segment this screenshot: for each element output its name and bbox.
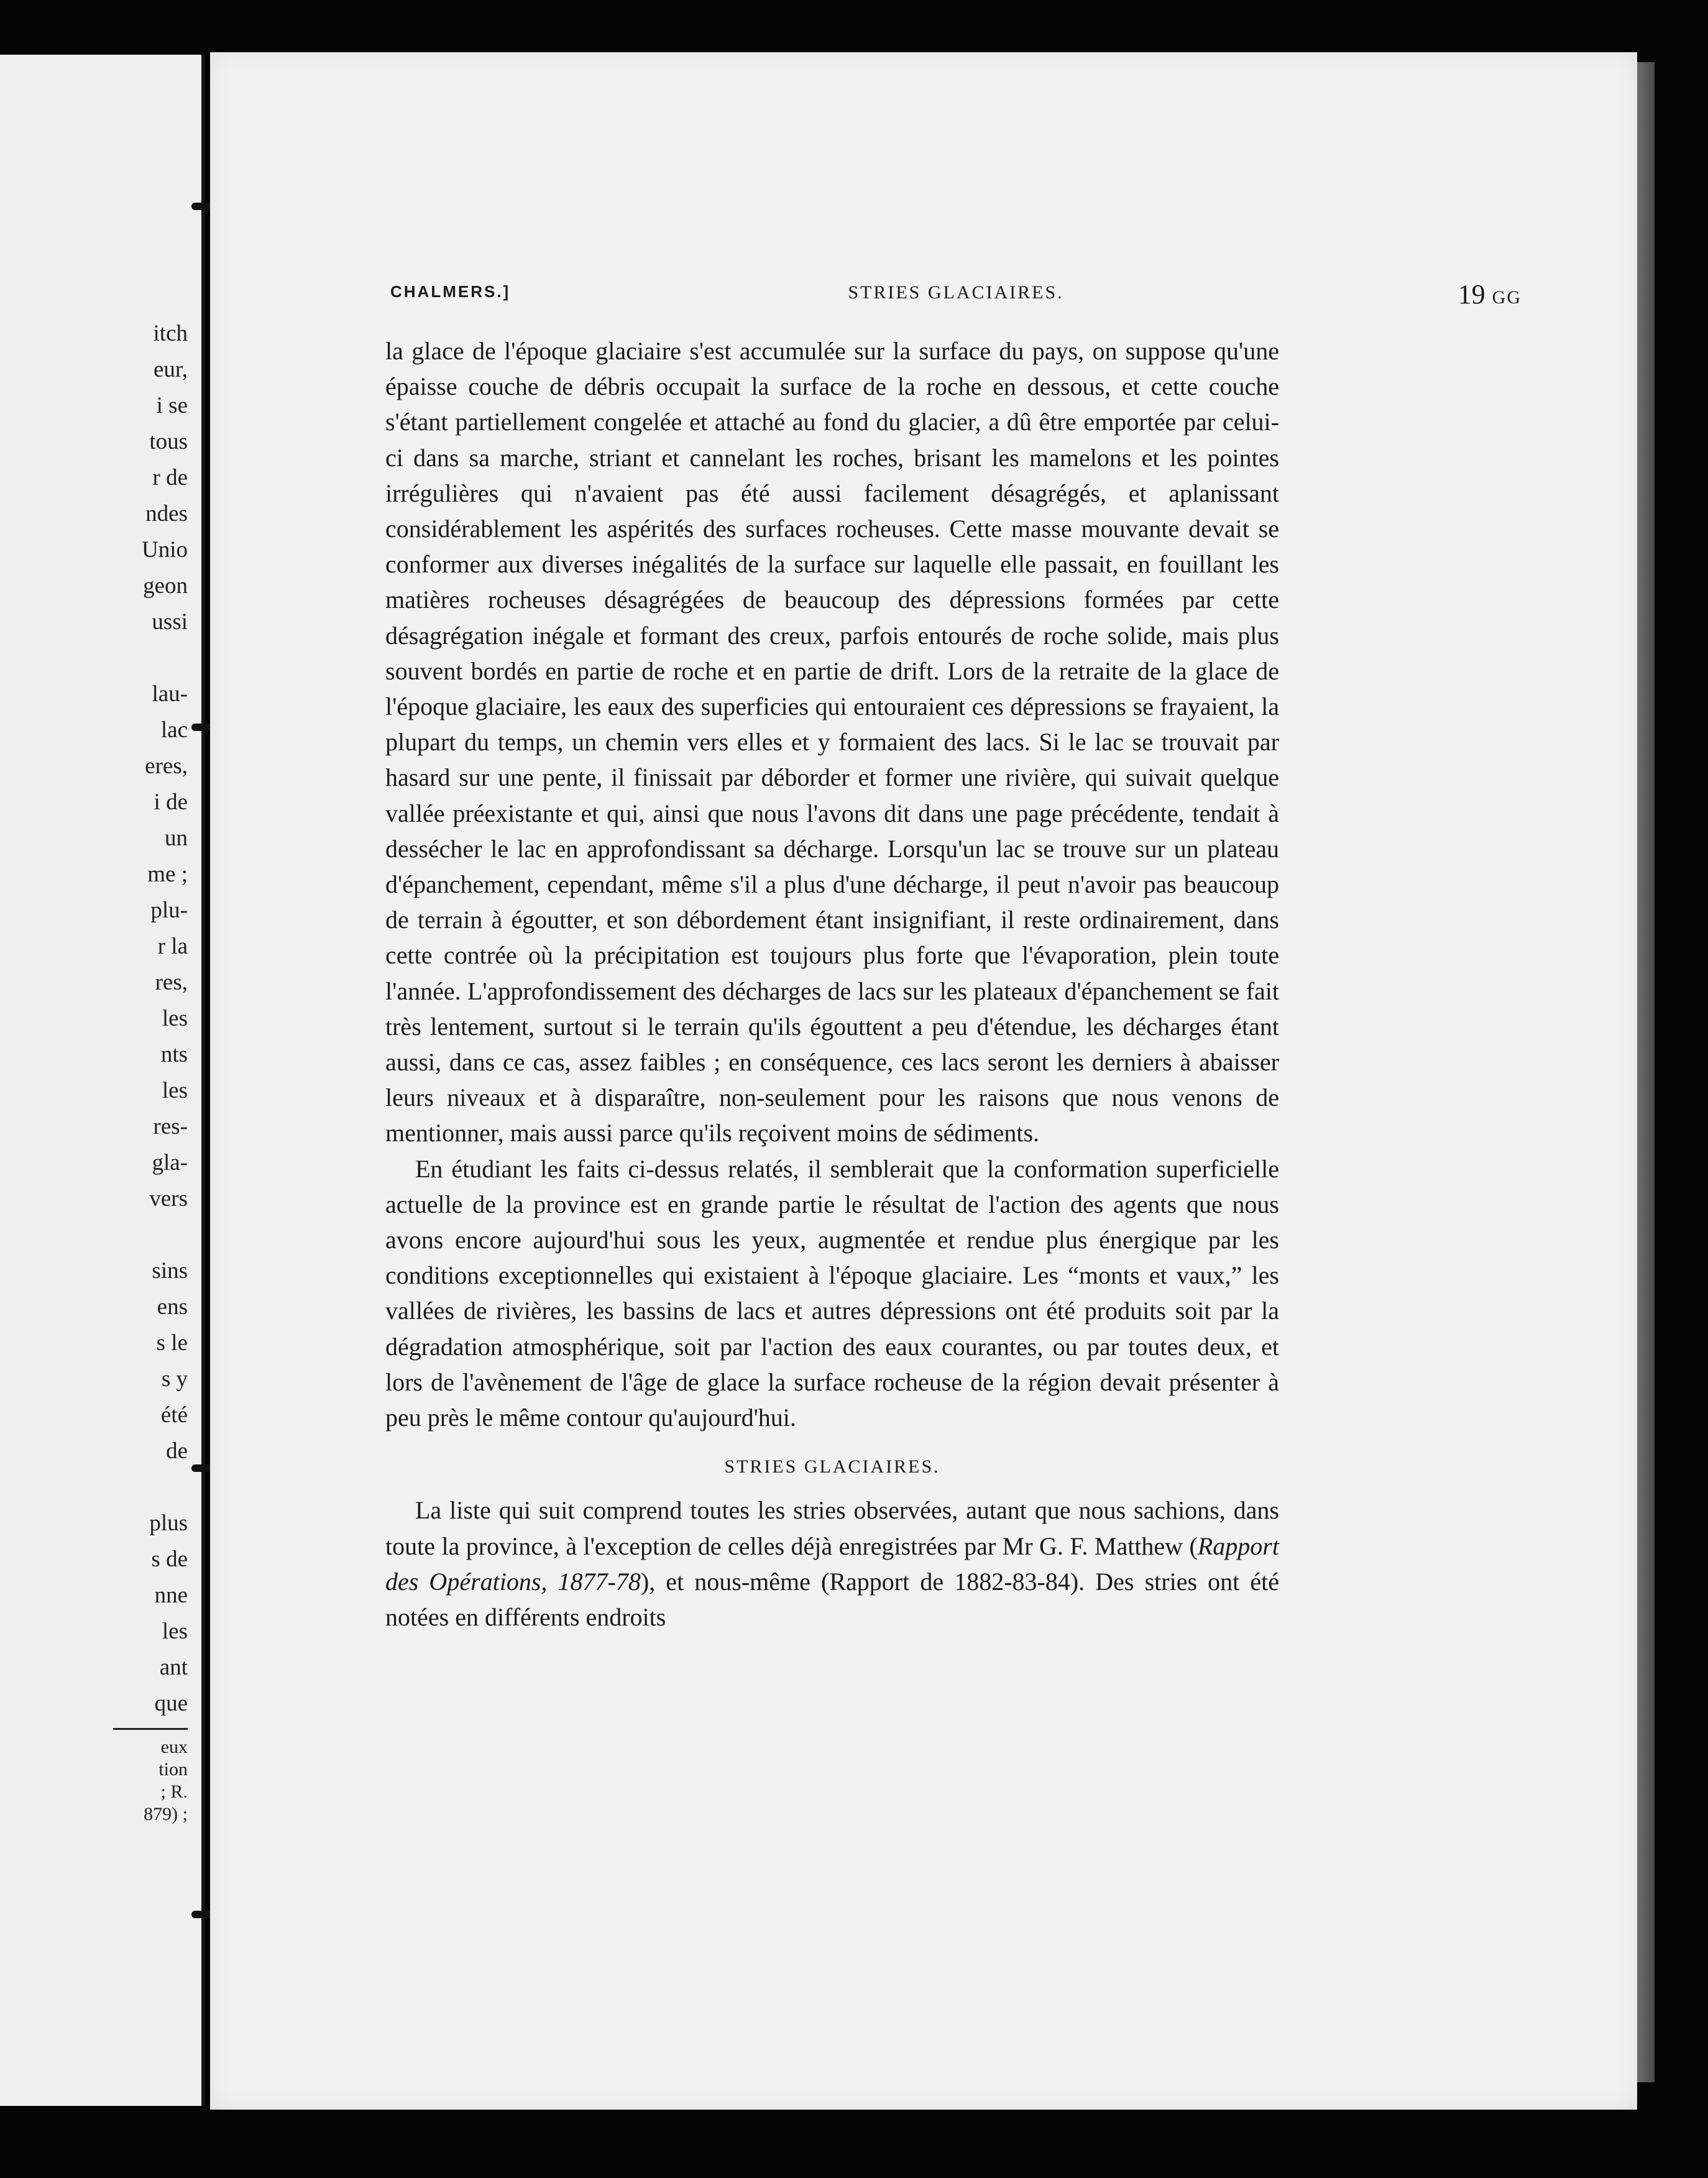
running-title: STRIES GLACIAIRES. [848,282,1064,303]
left-text-fragment: i se [156,393,188,418]
left-text-fragment: ens [157,1294,188,1320]
paragraph [385,1492,1279,1635]
left-text-fragment: que [154,1691,188,1716]
left-text-fragment: nts [160,1042,188,1067]
paragraph: la glace de l'époque glaciaire s'est accumulée sur la surface du pays, on suppose qu'une épaisse couche de débris occupait la surface de la roche en dessous, et cette couche s'étant partiellement congelée et attaché au fond du glacier, a dû être emportée par celui-ci dans sa marche, striant et cannelant les roches, brisant les mamelons et les pointes irrégulières qui n'avaient pas été aussi facilement désagrégés, et aplanissant considérablement les aspérités des surfaces rocheuses. Cette masse mouvante devait se conformer aux diverses inégalités de la surface sur laquelle elle passait, en fouillant les matières rocheuses désagrégées de beaucoup des dépressions formées par cette désagrégation inégale et formant des creux, parfois entourés de roche solide, mais plus souvent bordés en partie de roche et en partie de drift. Lors de la retraite de la glace de l'époque glaciaire, les eaux des superficies qui entouraient ces dépressions se frayaient, la plupart du temps, un chemin vers elles et y formaient des lacs. Si le lac se trouvait par hasard sur une pente, il finissait par déborder et former une rivière, qui suivait quelque vallée préexistante et qui, ainsi que nous l'avons dit dans une page précédente, tendait à dessécher le lac en approfondissant sa décharge. Lorsqu'un lac se trouve sur un plateau d'épanchement, cependant, même s'il a plus d'une décharge, il peut n'avoir pas beaucoup de terrain à égoutter, et son débordement étant insignifiant, il reste ordinairement, dans cette contrée où la précipitation est toujours plus forte que l'évaporation, plein toute l'année. L'approfondissement des décharges de lacs sur les plateaux d'épanchement se fait très lentement, surtout si le terrain qu'ils égouttent a peu d'étendue, les décharges étant aussi, dans ce cas, assez faibles ; en conséquence, ces lacs seront les derniers à abaisser leurs niveaux et à disparaître, non-seulement pour les raisons que nous venons de mentionner, mais aussi parce qu'ils reçoivent moins de sédiments. [385,337,1279,1147]
left-text-fragment: r la [157,934,188,959]
left-text-fragment: vers [149,1186,188,1211]
left-text-fragment: i de [154,789,188,815]
left-text-fragment: res- [153,1114,188,1139]
left-text-fragment: eur, [153,357,188,382]
page-number-suffix: GG [1492,287,1522,308]
left-text-fragment: me ; [147,862,188,887]
left-text-fragment: res, [155,970,188,995]
left-footnote-fragment: tion [158,1759,188,1780]
left-text-fragment: les [162,1078,188,1103]
left-text-fragment: eres, [145,753,188,779]
left-text-fragment: été [160,1402,188,1428]
left-text-fragment: un [165,825,188,851]
left-text-fragment: lac [160,717,188,743]
paragraph-text: La liste qui suit comprend toutes les stries observées, autant que nous sachions, dans toute la province, à l'exception de celles déjà enregistrées par Mr G. F. Matthew ( [385,1496,1279,1560]
report-citation: Rapport des Opérations, 1877-78 [385,1532,1279,1596]
left-text-fragment: les [162,1619,188,1644]
author-running-head: CHALMERS.] [390,282,511,301]
paragraph-text: ), et nous-même (Rapport de 1882-83-84). Des stries ont été notées en différents endroits [385,1567,1279,1631]
left-facing-page [0,55,205,2106]
paragraph: En étudiant les faits ci-dessus relatés, il semblerait que la conformation superficielle actuelle de la province est en grande partie le résultat de l'action des agents que nous avons encore aujourd'hui sous les yeux, augmentée et rendue plus énergique par les conditions exceptionnelles qui existaient à l'époque glaciaire. Les “monts et vaux,” les vallées de rivières, les bassins de lacs et autres dépressions ont été produits soit par la dégradation atmosphérique, soit par l'action des eaux courantes, ou par toutes deux, et lors de l'avènement de l'âge de glace la surface rocheuse de la région devait présenter à peu près le même contour qu'aujourd'hui. [385,1154,1279,1432]
left-text-fragment: ant [159,1655,188,1680]
left-text-fragment: tous [149,429,188,454]
left-footnote-fragment: 879) ; [144,1804,188,1824]
left-text-fragment: de [166,1438,188,1464]
left-page-text-fragments [26,316,188,1826]
left-text-fragment: r de [152,465,188,490]
blank-line [26,1469,188,1505]
left-text-fragment: les [162,1006,188,1031]
footnote-rule [113,1728,188,1730]
left-text-fragment: plus [149,1510,188,1536]
left-text-fragment: lau- [152,681,188,707]
left-text-fragment: geon [143,573,188,599]
left-text-fragment: s y [161,1366,188,1392]
page-number-value: 19 [1458,279,1485,310]
left-text-fragment: s de [151,1546,188,1572]
blank-line [26,640,188,676]
left-footnote-fragment: ; R. [160,1781,188,1802]
left-text-fragment: Unio [142,537,188,563]
page-number [1458,278,1522,310]
left-text-fragment: gla- [152,1150,188,1175]
left-text-fragment: ussi [152,609,188,635]
section-heading: STRIES GLACIAIRES. [724,1456,940,1477]
running-header [390,279,1522,326]
gutter-edge [201,55,205,2106]
left-text-fragment: ndes [145,501,188,526]
left-text-fragment: itch [153,321,188,346]
left-text-fragment: sins [152,1258,188,1284]
left-text-fragment: plu- [150,898,188,923]
left-footnote-fragment: eux [160,1737,188,1757]
left-text-fragment: nne [154,1583,188,1608]
right-page [210,52,1637,2110]
left-text-fragment: s le [156,1330,188,1356]
body-text [385,333,1279,1635]
blank-line [26,1217,188,1253]
